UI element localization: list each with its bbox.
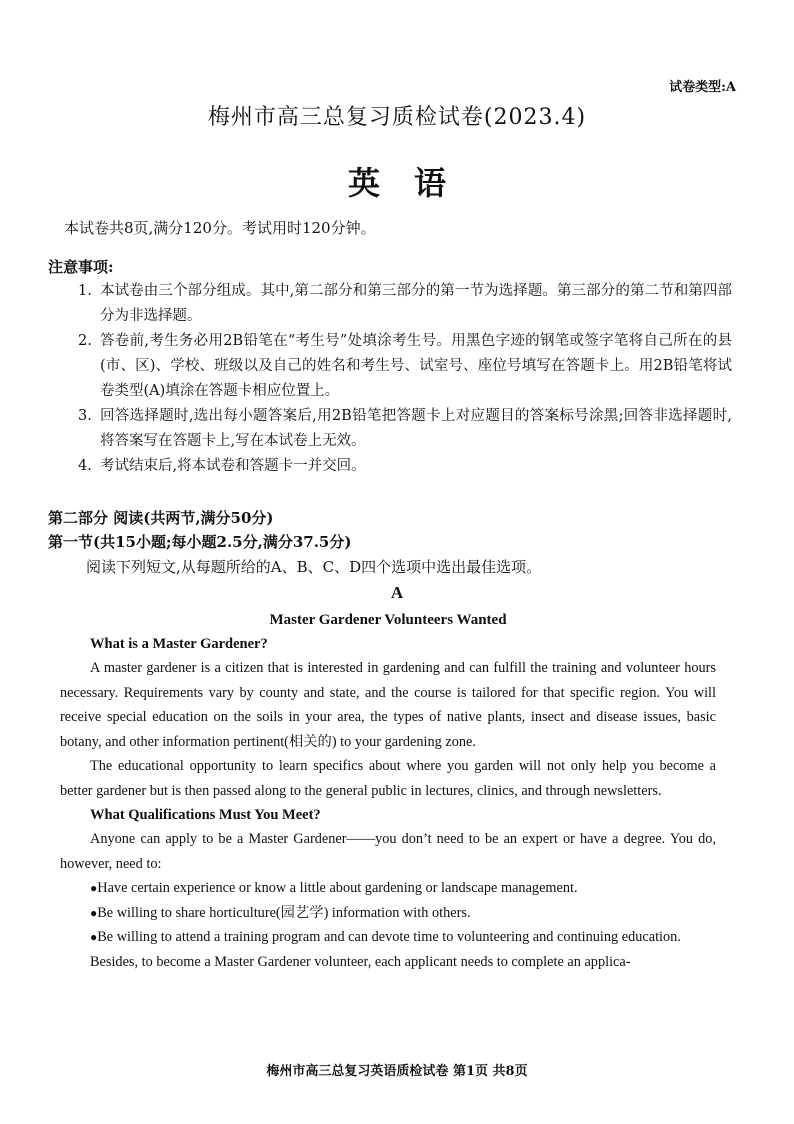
reading-passage (60, 608, 716, 974)
bullet-icon: ● (90, 905, 98, 920)
passage-paragraph: A master gardener is a citizen that is interested in gardening and can fulfill the training and volunteer hours necessary. Requirements vary by county and state, and the course is tailored for that specific region. You will receive special education on the soils in your area, the types of native plants, insect and disease issues, basic botany, and other information pertinent(相关的) to your gardening zone. (60, 660, 716, 750)
passage-letter: A (390, 583, 404, 602)
page-footer: 梅州市高三总复习英语质检试卷 第1页 共8页 (266, 1064, 528, 1079)
notice-item-number: 3. (78, 408, 92, 424)
notice-item-text: 答卷前,考生务必用2B铅笔在“考生号”处填涂考生号。用黑色字迹的钢笔或签字笔将自己所在的县(市、区)、学校、班级以及自己的姓名和考生号、试室号、座位号填写在答题卡上。用2B铅笔将试卷类型(A)填涂在答题卡相应位置上。 (100, 333, 732, 399)
notice-item-number: 4. (78, 458, 92, 474)
notice-item (78, 454, 732, 479)
passage-title: Master Gardener Volunteers Wanted (269, 612, 507, 628)
exam-title: 梅州市高三总复习质检试卷(2023.4) (207, 105, 587, 130)
passage-paragraph: The educational opportunity to learn specifics about where you garden will not only help you become a better gardener but is then passed along to the general public in lectures, clinics, and through newsletters. (60, 758, 716, 799)
part-heading: 第二部分 阅读(共两节,满分50分) (48, 509, 274, 527)
notice-item (78, 404, 732, 454)
list-item-text: Be willing to attend a training program and can devote time to volunteering and continuing education. (97, 929, 681, 945)
notice-item-number: 1. (78, 283, 92, 299)
notice-item-text: 本试卷由三个部分组成。其中,第二部分和第三部分的第一节为选择题。第三部分的第二节和第四部分为非选择题。 (100, 283, 732, 324)
bullet-icon: ● (90, 881, 98, 895)
passage-paragraph: Besides, to become a Master Gardener volunteer, each applicant needs to complete an applica- (90, 953, 631, 970)
notice-item (78, 329, 732, 404)
list-item (60, 876, 716, 901)
list-item-text: Be willing to share horticulture(园艺学) information with others. (97, 904, 471, 921)
passage-subheading: What is a Master Gardener? (90, 636, 268, 652)
subject-title: 英语 (347, 164, 480, 202)
list-item-text: Have certain experience or know a little about gardening or landscape management. (97, 880, 578, 896)
exam-type-label: 试卷类型:A (669, 80, 736, 95)
notice-item (78, 279, 732, 329)
passage-paragraph: Anyone can apply to be a Master Gardener——you don’t need to be an expert or have a degree. You do, however, need to: (60, 831, 716, 872)
section-heading: 第一节(共15小题;每小题2.5分,满分37.5分) (48, 533, 352, 551)
notice-list (78, 279, 732, 479)
notice-item-text: 回答选择题时,选出每小题答案后,用2B铅笔把答题卡上对应题目的答案标号涂黑;回答非选择题时,将答案写在答题卡上,写在本试卷上无效。 (100, 408, 732, 449)
notice-heading: 注意事项: (48, 258, 114, 276)
list-item (60, 901, 716, 926)
qualification-list (60, 876, 716, 950)
bullet-icon: ● (90, 930, 98, 944)
passage-subheading: What Qualifications Must You Meet? (90, 807, 321, 823)
exam-meta: 本试卷共8页,满分120分。考试用时120分钟。 (64, 219, 376, 237)
section-instruction: 阅读下列短文,从每题所给的A、B、C、D四个选项中选出最佳选项。 (86, 558, 542, 576)
notice-item-number: 2. (78, 333, 92, 349)
notice-item-text: 考试结束后,将本试卷和答题卡一并交回。 (100, 458, 366, 474)
list-item (60, 925, 716, 950)
